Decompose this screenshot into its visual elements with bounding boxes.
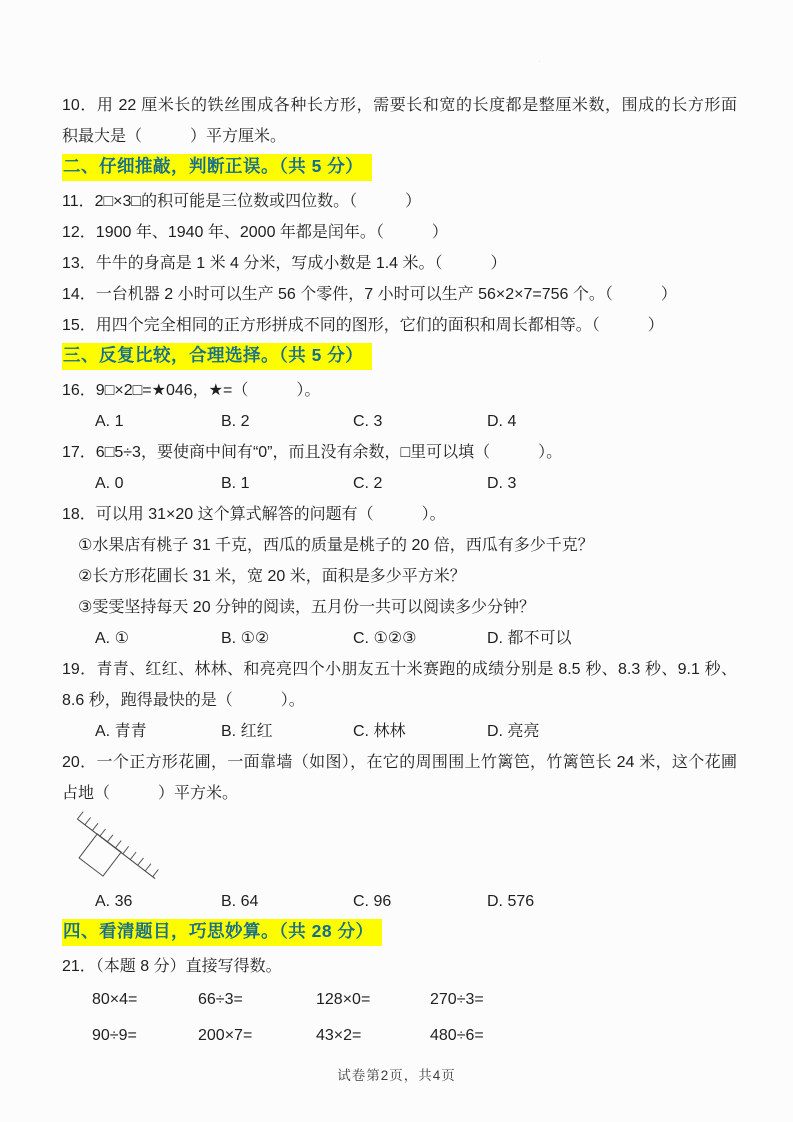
option-d: D. 都不可以 [487,630,572,647]
option-b: B. 1 [221,475,250,492]
option-a: A. ① [95,630,129,647]
option-a: A. 0 [95,475,124,492]
exam-content [62,90,737,1054]
section-2-heading [62,154,737,181]
option-b: B. 红红 [221,723,273,740]
page-footer: 试卷第2页，共4页 [337,1068,456,1083]
question-13: 13．牛牛的身高是 1 米 4 分米，写成小数是 1.4 米。（ ） [62,255,507,272]
question-21-calc-row-2 [62,1018,737,1054]
question-19-line-2: 8.6 秒，跑得最快的是（ ）。 [62,692,305,709]
scan-artifact-dot: · [538,56,541,66]
calc-expression: 270÷3= [430,991,484,1008]
option-c: C. 林林 [353,723,406,740]
calc-expression: 128×0= [316,991,371,1008]
question-12: 12．1900 年、1940 年、2000 年都是闰年。（ ） [62,224,448,241]
calc-expression: 66÷3= [198,991,243,1008]
option-c: C. 3 [353,413,383,430]
question-17: 17．6□5÷3，要使商中间有“0”，而且没有余数，□里可以填（ ）。 [62,444,563,461]
option-d: D. 3 [487,475,517,492]
section-3-heading [62,343,737,370]
question-21: 21．（本题 8 分）直接写得数。 [62,958,282,975]
option-c: C. 96 [353,893,392,910]
option-c: C. ①②③ [353,630,417,647]
question-11: 11．2□×3□的积可能是三位数或四位数。（ ） [62,193,422,210]
calc-expression: 43×2= [316,1027,362,1044]
question-10-line-2: 积最大是（ ）平方厘米。 [62,128,287,145]
calc-expression: 480÷6= [430,1027,484,1044]
question-18-item-1: ①水果店有桃子 31 千克，西瓜的质量是桃子的 20 倍，西瓜有多少千克？ [78,537,594,554]
option-a: A. 36 [95,893,133,910]
calc-expression: 90÷9= [92,1027,137,1044]
question-17-options [62,468,737,499]
option-b: B. 64 [221,893,259,910]
option-d: D. 576 [487,893,535,910]
section-2-title: 二、仔细推敲，判断正误。（共 5 分） [62,154,372,181]
question-20-options [62,886,737,917]
question-19-line-1: 19．青青、红红、林林、和亮亮四个小朋友五十米赛跑的成绩分别是 8.5 秒、8.3 秒、9.1 秒、 [62,661,737,678]
question-18-item-3: ③雯雯坚持每天 20 分钟的阅读，五月份一共可以阅读多少分钟？ [78,599,536,616]
section-4-heading [62,919,737,946]
calc-expression: 200×7= [198,1027,253,1044]
question-20-line-1: 20．一个正方形花圃，一面靠墙（如图），在它的周围围上竹篱笆，竹篱笆长 24 米，这个花圃 [62,754,737,771]
option-b: B. 2 [221,413,250,430]
section-4-title: 四、看清题目，巧思妙算。（共 28 分） [62,919,382,946]
question-20-line-2: 占地（ ）平方米。 [62,785,239,802]
question-19-options [62,716,737,747]
option-b: B. ①② [221,630,270,647]
question-18-options [62,623,737,654]
question-14: 14．一台机器 2 小时可以生产 56 个零件，7 小时可以生产 56×2×7=756 个。（ ） [62,286,677,303]
option-c: C. 2 [353,475,383,492]
section-3-title: 三、反复比较，合理选择。（共 5 分） [62,343,372,370]
option-a: A. 青青 [95,723,147,740]
question-18: 18．可以用 31×20 这个算式解答的问题有（ ）。 [62,506,446,523]
question-18-item-2: ②长方形花圃长 31 米，宽 20 米，面积是多少平方米？ [78,568,466,585]
question-16-options [62,406,737,437]
square-garden-figure [66,810,737,886]
option-d: D. 亮亮 [487,723,540,740]
question-15: 15．用四个完全相同的正方形拼成不同的图形，它们的面积和周长都相等。（ ） [62,317,664,334]
question-16: 16．9□×2□=★046，★=（ ）。 [62,382,321,399]
option-a: A. 1 [95,413,124,430]
calc-expression: 80×4= [92,991,138,1008]
square-garden-outline [79,834,121,876]
option-d: D. 4 [487,413,517,430]
question-21-calc-row-1 [62,982,737,1018]
question-10-line-1: 10．用 22 厘米长的铁丝围成各种长方形，需要长和宽的长度都是整厘米数，围成的长方形面 [62,97,737,114]
